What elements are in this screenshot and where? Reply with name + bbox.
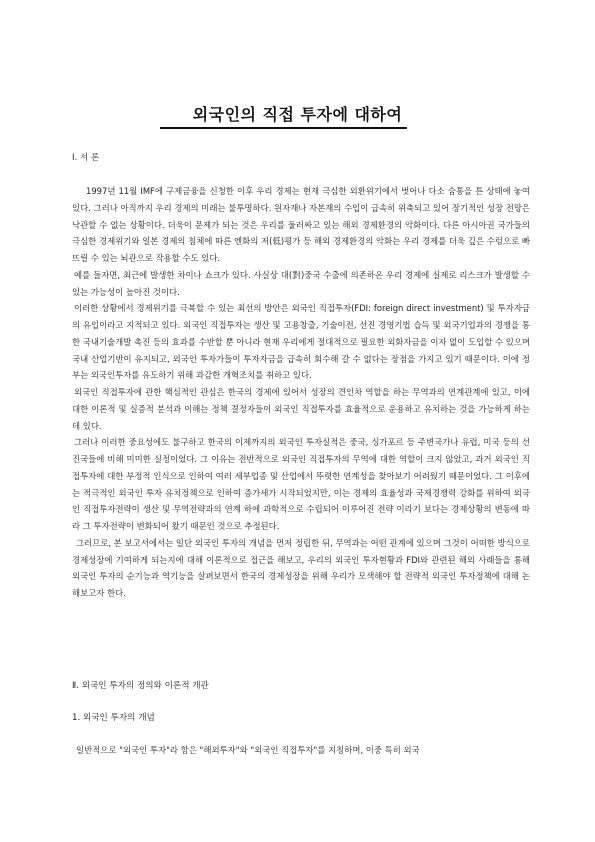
paragraph: 예를 들자면, 최근에 발생한 차이나 쇼크가 있다. 사실상 대(對)중국 수출에 의존하온 우리 경제에 실제로 리스크가 발생할 수 있는 가능성이 높아진 것이다. [72, 269, 530, 297]
paragraph: 그러나 이러한 중요성에도 불구하고 한국의 이제까지의 외국인 투자실적은 중국, 싱가포르 등 주변국가나 유럽, 미국 등의 선진국들에 비해 미미한 실정이었다. 그 이유는 전반적으로 외국인 직접투자의 무역에 대한 역할이 크지 않았고, 과거 외국인 직접투자에 대한 부정적 인식으로 인하여 여러 세부업종 및 산업에서 뚜렷한 연계성을 찾아보기 어려웠기 때문이었다. 그 이후에는 적극적인 외국인 투자 유치정책으로 인하여 증가세가 시작되었지만, 이는 경제의 효율성과 국제경쟁력 강화를 위하여 외국인 직접투자전략이 생산 및 무역전략과의 연계 하에 과학적으로 수립되어 이루어진 전략 이라기 보다는 경제상황의 변동에 따라 그 투자전략이 변화되어 왔기 때문인 것으로 추정된다. [72, 437, 530, 531]
paragraph: 그러므로, 본 보고서에서는 일단 외국인 투자의 개념을 먼저 정립한 뒤, 무역과는 어떤 관계에 있으며 그것이 어떠한 방식으로 경제성장에 기여하게 되는지에 대해 이론적으로 접근을 해보고, 우리의 외국인 투자현황과 FDI와 관련된 해외 사례들을 통해 외국인 투자의 순기능과 역기능을 살펴보면서 한국의 경제성장을 위해 우리가 모색해야 할 전략적 외국인 투자정책에 대해 논해보고자 한다. [72, 537, 530, 598]
paragraph-first-line: 일반적으로 "외국인 투자"라 함은 "해외투자"와 "외국인 직접투자"를 지칭하며, 이중 특히 외국 [76, 745, 420, 755]
introduction-body [72, 183, 530, 602]
section-heading-introduction: Ⅰ. 서 론 [72, 153, 100, 163]
paragraph: 1997년 11월 IMF에 구제금융을 신청한 이후 우리 경제는 현재 극심한 외환위기에서 벗어나 다소 숨통을 튼 상태에 놓여있다. 그러나 아직까지 우리 경제의 미래는 불투명하다. 원자재나 자본재의 수입이 급속히 위축되고 있어 장기적인 성장 전망은 낙관할 수 없는 상황이다. 더욱이 문제가 되는 것은 우리를 둘러싸고 있는 해외 경제환경의 악화이다. 다른 아시아권 국가들의 극심한 경제위기와 일본 경제의 침체에 따른 엔화의 저(低)평가 등 해외 경제환경의 악화는 우리 경제를 더욱 깊은 수렁으로 빠뜨릴 수 있는 뇌관으로 작용할 수도 있다. [72, 186, 530, 263]
section-heading-definition: Ⅱ. 외국인 투자의 정의와 이론적 개관 [72, 681, 209, 691]
subsection-heading-concept: 1. 외국인 투자의 개념 [72, 713, 155, 723]
title-underline [160, 127, 407, 129]
document-title: 외국인의 직접 투자에 대하여 [192, 105, 403, 124]
paragraph: 외국인 직접투자에 관한 핵심적인 관심은 한국의 경제에 있어서 성장의 견인차 역할을 하는 무역과의 연계관계에 있고, 이에 대한 이론적 및 실증적 분석과 이해는 정책 결정자들이 외국인 직접투자를 효율적으로 운용하고 유치하는 것을 가능하게 하는데 있다. [72, 387, 530, 431]
paragraph: 이러한 상황에서 경제위기를 극복할 수 있는 최선의 방안은 외국인 직접투자(FDI: foreign direct investment) 및 투자자금의 유입이라고 지적되고 있다. 외국인 직접투자는 생산 및 고용창출, 기술이전, 선진 경영기법 습득 및 외국기업과의 경쟁을 통한 국내기술개발 촉진 등의 효과를 수반할 뿐 아니라 현재 우리에게 절대적으로 필요한 외화자금을 이자 없이 도입할 수 있으며 국내 산업기반이 유지되고, 외국인 투자가들이 투자자금을 급속히 회수해 갈 수 없다는 장점을 가지고 있기 때문이다. 이에 정부는 외국인투자를 유도하기 위해 과감한 개혁조치를 취하고 있다. [72, 303, 530, 381]
